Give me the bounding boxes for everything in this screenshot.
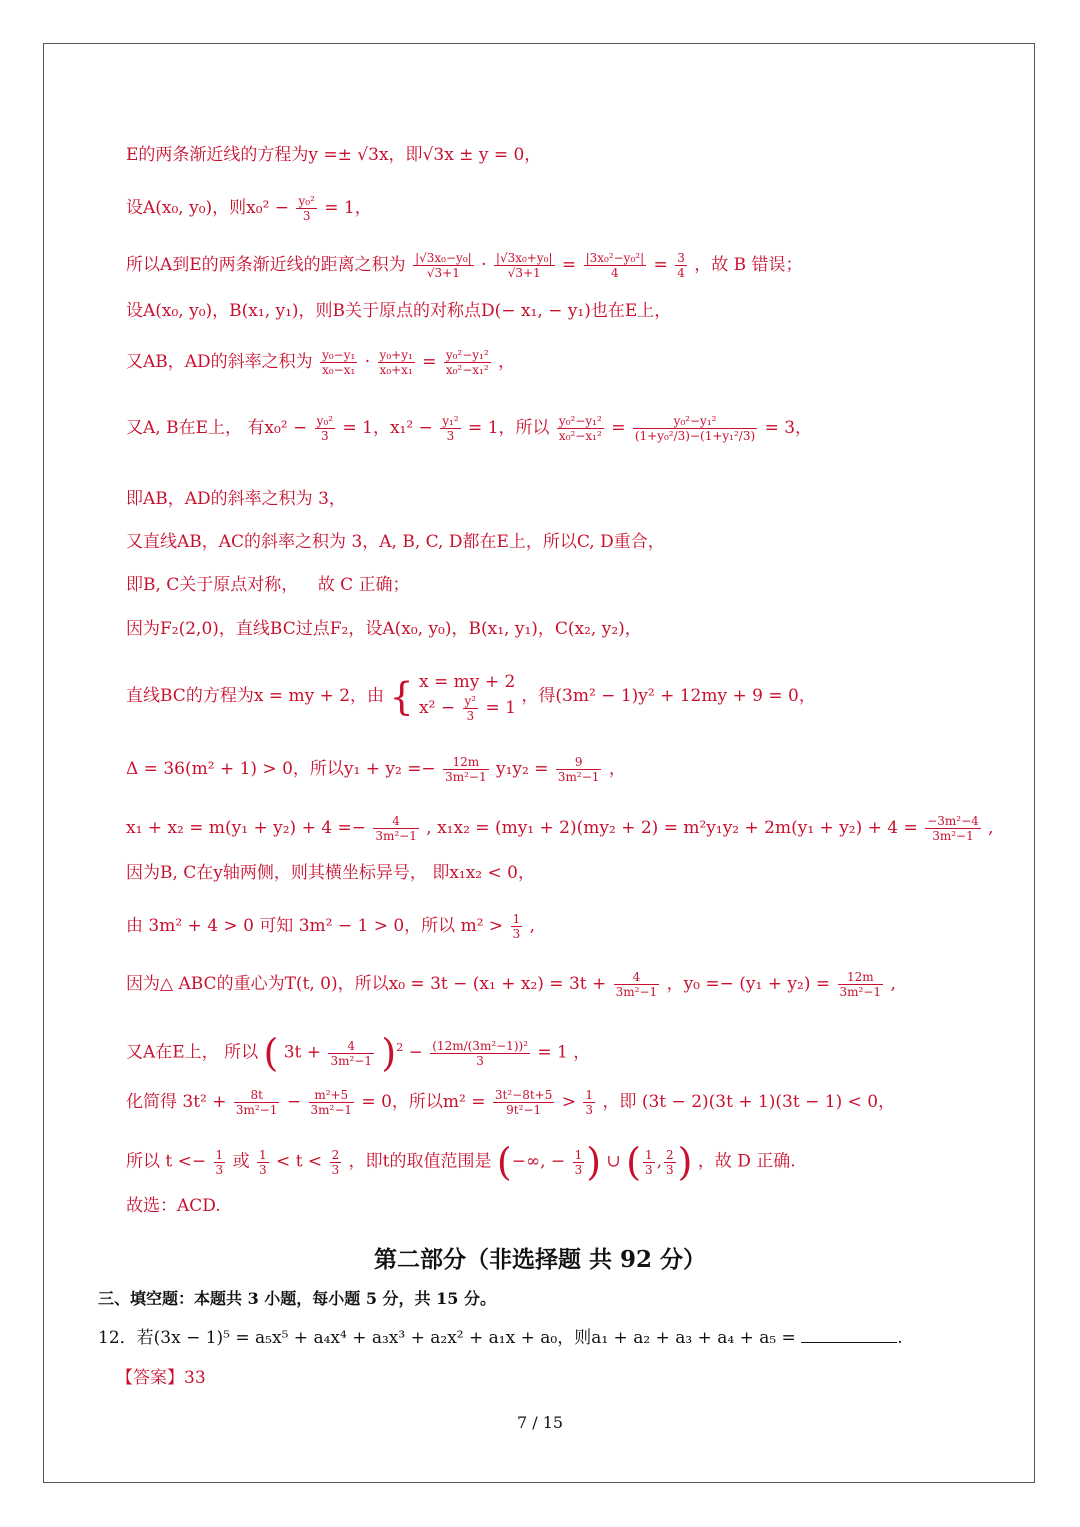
numerator: y₀²−y₁²	[445, 348, 489, 362]
line-point-a	[126, 194, 372, 223]
numerator: 1	[215, 1147, 224, 1162]
fraction	[643, 1148, 655, 1177]
text: ，	[498, 352, 516, 372]
text: 由 3m² + 4 > 0 可知 3m² − 1 > 0，所以 m² >	[126, 916, 504, 936]
numerator: 3t²−8t+5	[494, 1088, 553, 1102]
text: x² −	[419, 698, 456, 718]
denominator: 3m²−1	[615, 985, 658, 999]
fraction	[378, 348, 415, 377]
text: x₁ + x₂ = m(y₁ + y₂) + 4 =−	[126, 818, 366, 838]
denominator: 3m²−1	[310, 1103, 353, 1117]
line-c-correct	[126, 574, 410, 596]
line-on-hyperbola	[126, 414, 812, 443]
fraction	[925, 814, 981, 843]
text: ，故 B 错误；	[694, 255, 803, 275]
numerator: 12m	[838, 970, 884, 985]
fraction	[440, 414, 460, 443]
denominator: 3m²−1	[375, 829, 417, 843]
denominator: x₀²−x₁²	[445, 363, 489, 377]
numerator: 4	[614, 970, 660, 985]
fraction	[234, 1088, 280, 1117]
text: 所以A到E的两条渐近线的距离之积为	[126, 255, 406, 275]
numerator: y₀²−y₁²	[558, 414, 602, 428]
line-opposite-sides: 因为B, C在y轴两侧，则其横坐标异号， 即x₁x₂ < 0，	[126, 863, 535, 883]
line-x-sum-product	[126, 814, 994, 843]
line-centroid	[126, 970, 896, 999]
numerator: y₀²−y₁²	[633, 414, 757, 429]
denominator: 4	[677, 266, 685, 280]
numerator: 4	[328, 1039, 374, 1054]
text: 3t +	[283, 1042, 322, 1063]
text: ,	[529, 916, 536, 936]
denominator: 3	[666, 1162, 674, 1177]
fraction	[463, 694, 479, 723]
fraction	[430, 1039, 530, 1068]
line-choice: 故选：ACD.	[126, 1196, 221, 1216]
numerator: y₀²	[316, 414, 334, 428]
text: 即B, C关于原点对称，	[126, 575, 299, 595]
numerator: |3x₀²−y₀²|	[585, 251, 645, 265]
fill-in-header: 三、填空题：本题共 3 小题，每小题 5 分，共 15 分。	[98, 1289, 496, 1308]
text: =	[561, 255, 577, 275]
text: =	[653, 255, 668, 275]
denominator: 3m²−1	[235, 1103, 278, 1117]
text: ∪	[606, 1151, 621, 1172]
denominator: 3	[476, 1053, 484, 1068]
numerator: 1	[259, 1147, 267, 1162]
numerator: (12m/(3m²−1))²	[432, 1038, 528, 1053]
text: ，即t的取值范围是	[348, 1151, 492, 1172]
text: Δ = 36(m² + 1) > 0，所以y₁ + y₂ =−	[126, 759, 436, 779]
text: , x₁x₂ = (my₁ + 2)(my₂ + 2) = m²y₁y₂ + 2m(y₁ + y₂) + 4 =	[426, 818, 918, 838]
fraction	[309, 1088, 355, 1117]
text: ,	[656, 1151, 662, 1172]
numerator: 9	[556, 755, 602, 770]
fraction	[443, 755, 489, 784]
fraction	[583, 1088, 595, 1117]
denominator: x₀²−x₁²	[558, 429, 602, 443]
paren: (	[496, 1140, 512, 1184]
text: ，故 D 正确.	[697, 1151, 796, 1172]
text: ，即 (3t − 2)(3t + 1)(3t − 1) < 0，	[602, 1092, 896, 1112]
line-t-range	[126, 1140, 796, 1184]
text: 直线BC的方程为x = my + 2，由	[126, 686, 385, 706]
fraction	[444, 348, 491, 377]
text: 又A, B在E上， 有x₀² −	[126, 418, 308, 438]
fraction	[296, 194, 316, 223]
denominator: 4	[611, 266, 619, 280]
text: = 1	[485, 698, 516, 718]
line-distance-product	[126, 251, 803, 280]
denominator: √3+1	[507, 266, 541, 280]
denominator: 3	[466, 709, 475, 723]
line-c-d-coincide: 又直线AB，AC的斜率之积为 3，A, B, C, D都在E上，所以C, D重合，	[126, 532, 665, 552]
paren: )	[586, 1140, 602, 1184]
text: ，	[608, 759, 626, 779]
numerator: 1	[512, 912, 521, 926]
text: ，得(3m² − 1)y² + 12my + 9 = 0，	[521, 686, 816, 706]
page-number	[0, 1413, 1080, 1432]
fraction	[373, 814, 419, 843]
denominator: √3+1	[426, 266, 460, 280]
text: ,	[890, 974, 896, 994]
fraction	[584, 251, 647, 280]
numerator: 1	[585, 1088, 594, 1102]
paren: )	[381, 1031, 397, 1075]
fraction	[257, 1148, 269, 1177]
line-system	[126, 670, 816, 723]
brace: {	[389, 674, 414, 719]
numerator: −3m²−4	[927, 814, 979, 828]
numerator: |√3x₀−y₀|	[415, 251, 472, 265]
current-page: 7	[516, 1413, 528, 1432]
line-m-squared	[126, 912, 535, 941]
answer-label: 【答案】	[116, 1368, 184, 1388]
fraction	[315, 414, 335, 443]
question-text: 12．若(3x − 1)⁵ = a₅x⁵ + a₄x⁴ + a₃x³ + a₂x² + a₁x + a₀，则a₁ + a₂ + a₃ + a₄ + a₅ =	[98, 1328, 796, 1348]
fraction	[633, 414, 757, 443]
numerator: 3	[677, 251, 685, 265]
numerator: y₀−y₁	[322, 348, 356, 362]
fraction	[494, 251, 555, 280]
text: ，y₀ =− (y₁ + y₂) =	[666, 974, 831, 994]
fraction	[664, 1148, 676, 1177]
text: .	[897, 1328, 903, 1348]
text: 又A在E上， 所以	[126, 1042, 259, 1063]
text: 化简得 3t² +	[126, 1092, 227, 1112]
text: −∞, −	[511, 1151, 566, 1172]
separator: /	[532, 1413, 538, 1432]
text: = 1，所以	[468, 418, 550, 438]
fraction	[214, 1148, 226, 1177]
text: y₁y₂ =	[496, 759, 549, 779]
question-12	[98, 1326, 903, 1349]
fraction	[328, 1039, 374, 1068]
fraction	[511, 912, 523, 941]
text: ·	[481, 255, 487, 275]
denominator: (1+y₀²/3)−(1+y₁²/3)	[634, 429, 756, 443]
denominator: 3	[321, 429, 329, 443]
numerator: y²	[464, 694, 477, 708]
fraction	[493, 1088, 554, 1117]
denominator: 3	[512, 927, 521, 941]
denominator: 3	[302, 209, 311, 223]
text: = 1，	[324, 198, 372, 218]
denominator: 3	[446, 429, 455, 443]
line-discriminant	[126, 755, 626, 784]
line-slope-product	[126, 348, 515, 377]
fraction	[557, 414, 604, 443]
numerator: y₀+y₁	[379, 348, 413, 362]
answer-blank	[801, 1326, 897, 1343]
line-a-on-e	[126, 1031, 591, 1075]
text: =	[422, 352, 437, 372]
numerator: 12m	[443, 755, 489, 770]
line-focus: 因为F₂(2,0)，直线BC过点F₂，设A(x₀, y₀)，B(x₁, y₁)，C(x₂, y₂)，	[126, 619, 642, 639]
numerator: 8t	[234, 1088, 280, 1103]
section-title: 第二部分（非选择题 共 92 分）	[373, 1246, 707, 1273]
text: = 3，	[764, 418, 813, 438]
denominator: 3m²−1	[445, 770, 487, 784]
fraction	[330, 1148, 342, 1177]
denominator: 3	[585, 1103, 594, 1117]
denominator: 3	[215, 1162, 224, 1177]
numerator: 1	[574, 1147, 583, 1162]
numerator: 2	[331, 1147, 340, 1162]
text: = 1，x₁² −	[342, 418, 433, 438]
text: ,	[988, 818, 994, 838]
fraction	[320, 348, 357, 377]
text: −	[286, 1092, 302, 1112]
numerator: |√3x₀+y₀|	[495, 251, 553, 265]
text: = 1 ，	[537, 1042, 591, 1063]
fraction	[675, 251, 687, 280]
equation-2	[419, 694, 516, 723]
denominator: 3m²−1	[557, 770, 600, 784]
text: = 0，所以m² =	[361, 1092, 486, 1112]
line-slope-3: 即AB，AD的斜率之积为 3，	[126, 489, 346, 509]
text: 所以 t <−	[126, 1151, 207, 1172]
paren: (	[626, 1140, 641, 1184]
paren: (	[263, 1031, 279, 1075]
paren: )	[677, 1140, 693, 1184]
text: −	[408, 1042, 423, 1063]
text: 又AB，AD的斜率之积为	[126, 352, 313, 372]
denominator: 3m²−1	[839, 985, 882, 999]
numerator: y₀²	[298, 194, 315, 208]
text: >	[561, 1092, 576, 1112]
fraction	[556, 755, 602, 784]
numerator: y₁²	[442, 414, 459, 428]
text: =	[611, 418, 626, 438]
text: 故 C 正确；	[317, 575, 410, 595]
denominator: 3	[574, 1162, 583, 1177]
denominator: x₀−x₁	[322, 363, 356, 377]
denominator: 3m²−1	[932, 829, 974, 843]
line-symmetric-point: 设A(x₀, y₀)，B(x₁, y₁)，则B关于原点的对称点D(− x₁, − y₁)也在E上，	[126, 301, 672, 321]
numerator: 4	[373, 814, 419, 829]
denominator: 9t²−1	[506, 1103, 542, 1117]
denominator: 3	[644, 1162, 653, 1177]
answer-line	[116, 1367, 206, 1389]
text: 或	[232, 1151, 250, 1172]
text: 设A(x₀, y₀)，则x₀² −	[126, 198, 290, 218]
answer-value: 33	[184, 1368, 206, 1388]
total-pages: 15	[542, 1413, 564, 1432]
fraction	[614, 970, 660, 999]
numerator: 1	[644, 1147, 653, 1162]
text: < t <	[276, 1151, 323, 1172]
denominator: 3	[259, 1162, 267, 1177]
denominator: 3m²−1	[330, 1053, 372, 1068]
text: ·	[364, 352, 371, 372]
numerator: m²+5	[309, 1088, 355, 1103]
equation-1: x = my + 2	[419, 672, 516, 692]
fraction	[413, 251, 474, 280]
denominator: x₀+x₁	[379, 363, 413, 377]
denominator: 3	[331, 1162, 340, 1177]
exponent: 2	[396, 1040, 404, 1054]
line-asymptotes: E的两条渐近线的方程为y =± √3x，即√3x ± y = 0，	[126, 145, 542, 165]
fraction	[838, 970, 884, 999]
line-simplify	[126, 1088, 895, 1117]
fraction	[573, 1148, 585, 1177]
equation-system	[419, 670, 516, 723]
text: 因为△ ABC的重心为T(t, 0)，所以x₀ = 3t − (x₁ + x₂) = 3t +	[126, 974, 607, 994]
numerator: 2	[666, 1147, 674, 1162]
